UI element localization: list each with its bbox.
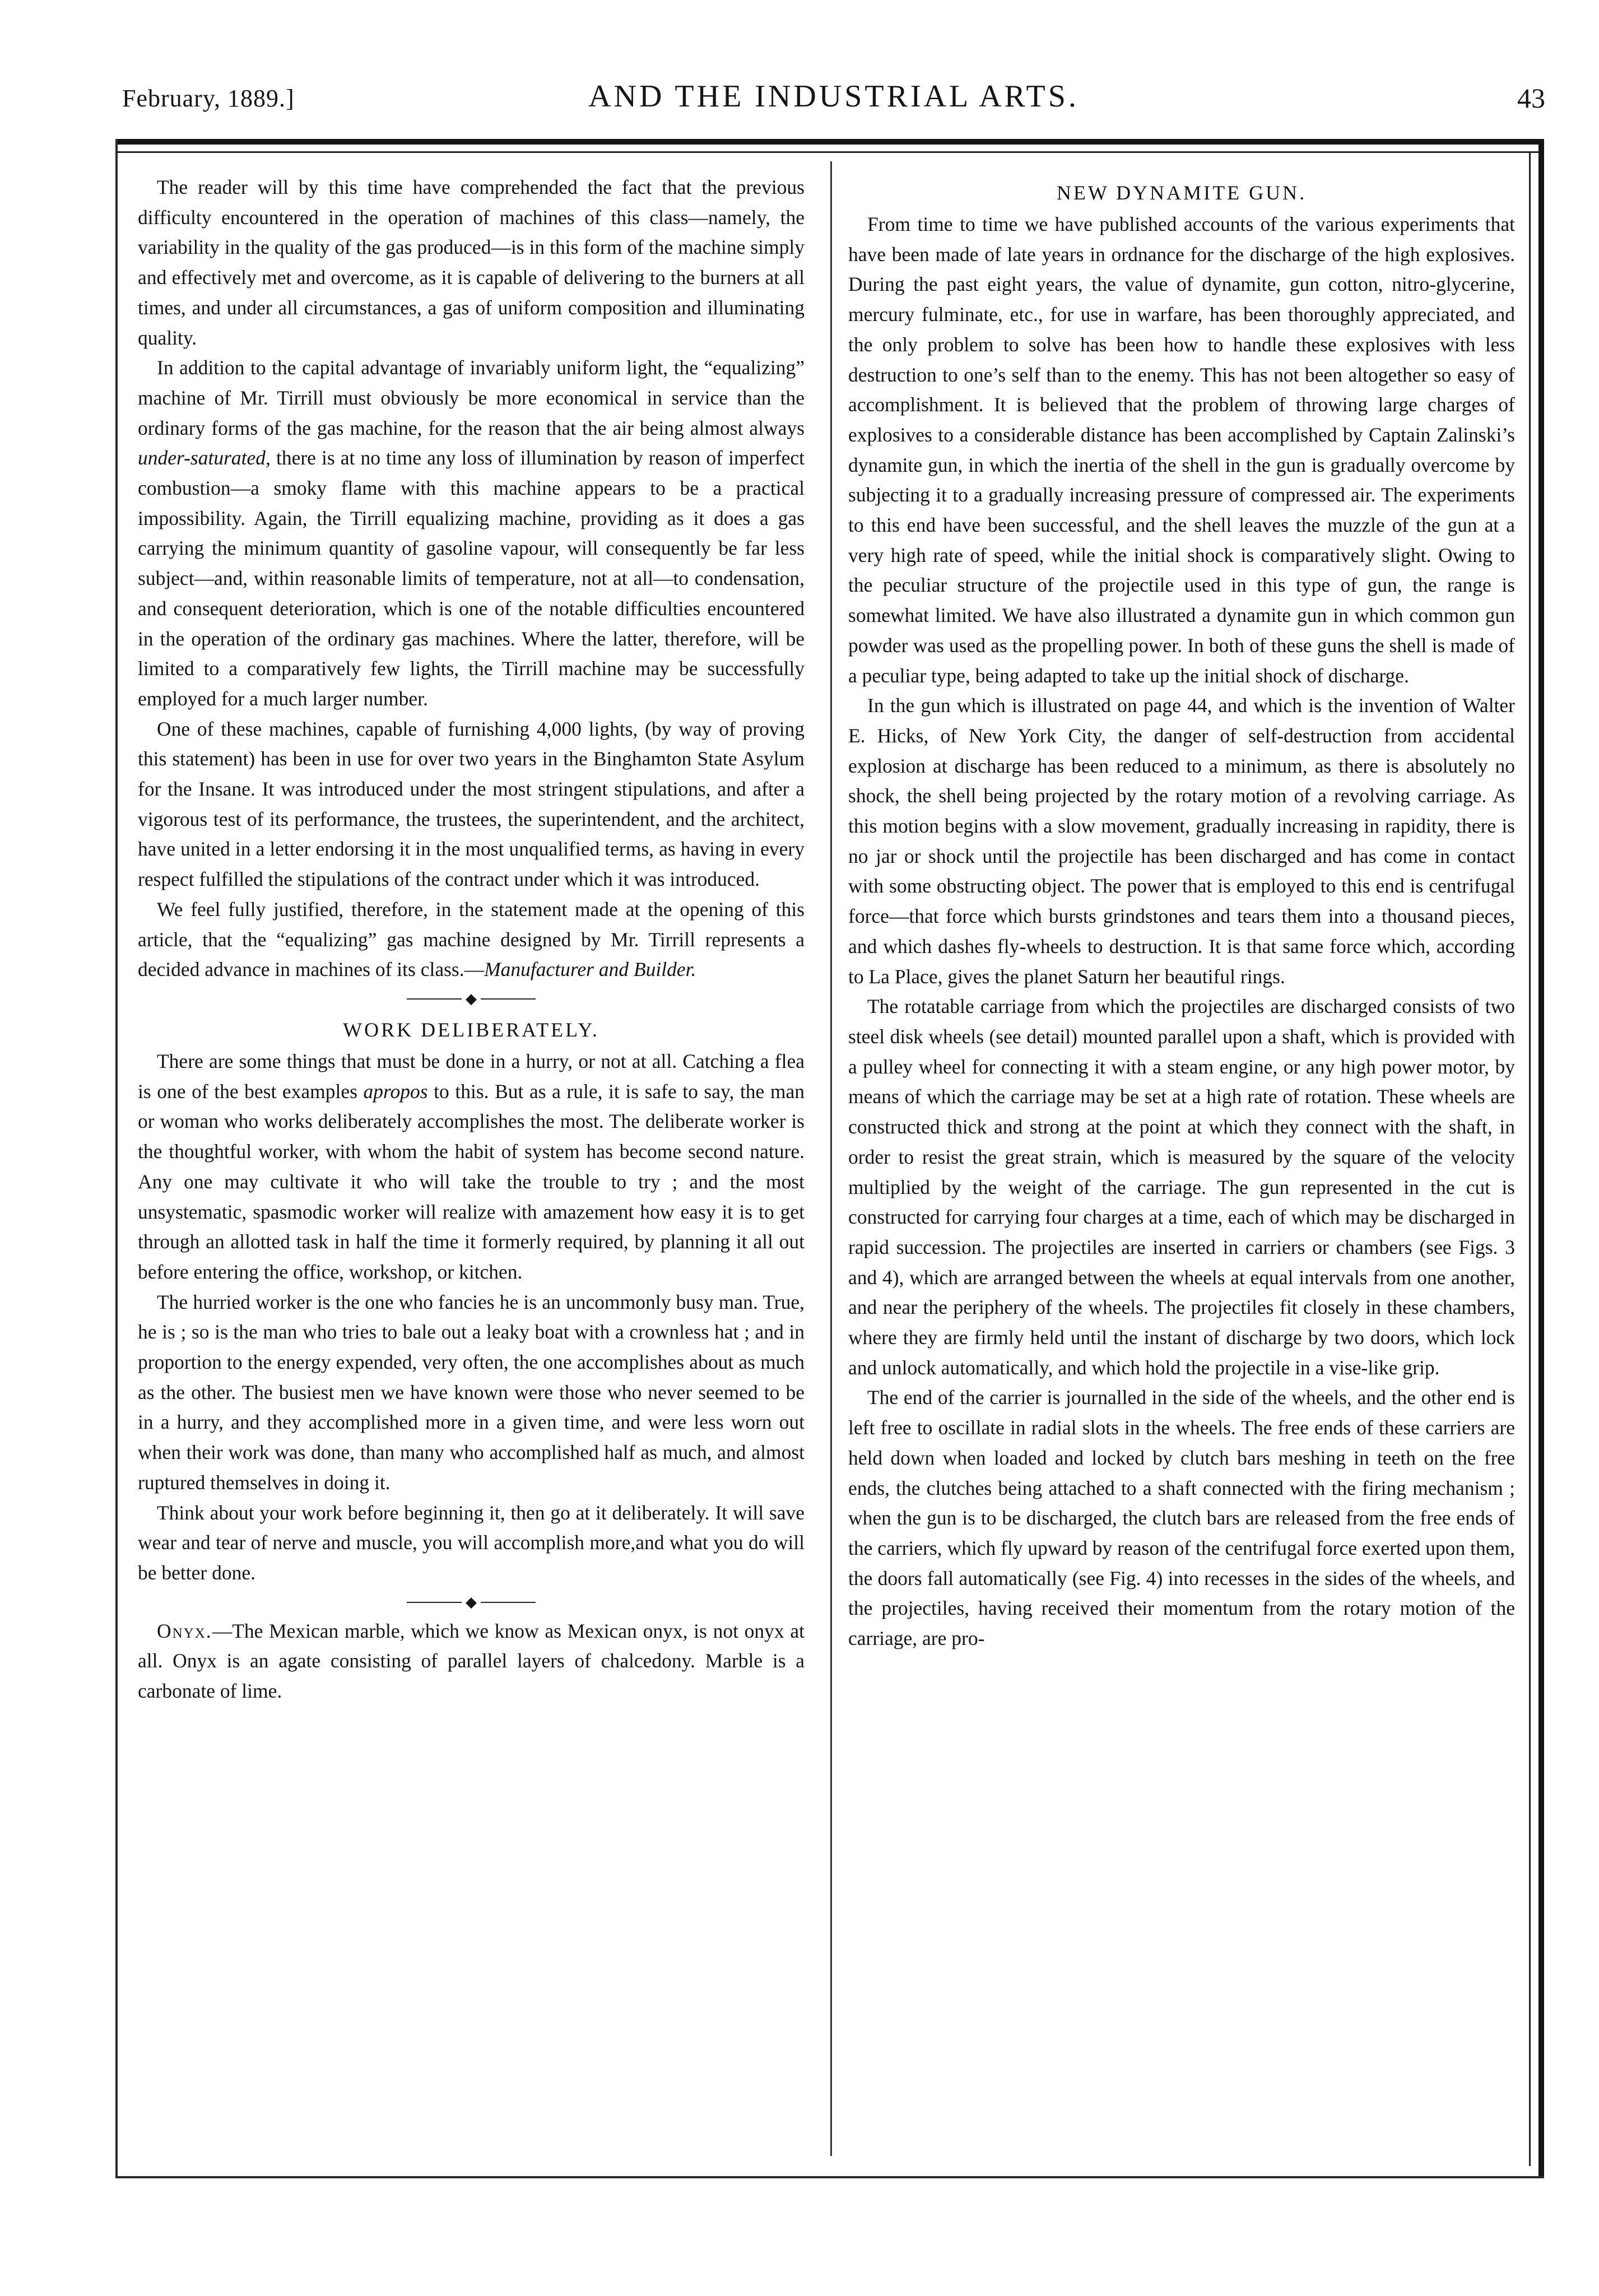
paragraph: The hurried worker is the one who fancies he is an uncommonly busy man. True, he is ; so is the man who tries to bale out a leaky boat with a crownless hat ; and in proportion to the energy expended, very often, the one accomplishes about as much as the other. The busiest men we have known were those who never seemed to be in a hurry, and they accomplished more in a given time, and were less worn out when their work was done, than many who accomplished half as much, and almost ruptured themselves in doing it. (138, 1290, 805, 1494)
ornament-icon: ◆ (462, 992, 481, 1006)
paragraph: We feel fully justified, therefore, in the statement made at the opening of this article, that the “equalizing” gas machine designed by Mr. Tirrill represents a decided advance in machines of its class.—Manufacturer and Builder. (138, 898, 805, 981)
paragraph: One of these machines, capable of furnishing 4,000 lights, (by way of proving this statement) has been in use for over two years in the Binghamton State Asylum for the Insane. It was introduced under the most stringent stipulations, and after a vigorous test of its performance, the trustees, the superintendent, and the architect, have united in a letter endorsing it in the most unqualified terms, as having in every respect fulfilled the stipulations of the contract under which it was introduced. (138, 717, 805, 891)
bottom-rule (115, 2176, 1544, 2178)
ornament-icon: ◆ (462, 1596, 481, 1609)
issue-date: February, 1889.] (122, 85, 295, 112)
left-rule (115, 139, 118, 2178)
paragraph: The reader will by this time have comprehended the fact that the previous difficulty encountered in the operation of machines of this class—namely, the variability in the quality of the gas produced—is in this form of the machine simply and effectively met and overcome, as it is capable of delivering to the burners at all times, and under all circumstances, a gas of uniform composition and illuminating quality. (138, 176, 805, 349)
paragraph: Onyx.—The Mexican marble, which we know as Mexican onyx, is not onyx at all. Onyx is an agate consisting of parallel layers of chalcedony. Marble is a carbonate of lime. (138, 1619, 805, 1703)
paragraph: The rotatable carriage from which the projectiles are discharged consists of two steel disk wheels (see detail) mounted parallel upon a shaft, which is provided with a pulley wheel for connecting it with a steam engine, or any high power motor, by means of which the carriage may be set at a high rate of rotation. These wheels are constructed thick and strong at the point at which they connect with the shaft, in order to resist the great strain, which is measured by the square of the velocity multiplied by the weight of the carriage. The gun represented in the cut is constructed for carrying four charges at a time, each of which may be discharged in rapid succession. The projectiles are inserted in carriers or chambers (see Figs. 3 and 4), which are arranged between the wheels at equal intervals from one another, and near the periphery of the wheels. The projectiles fit closely in these chambers, where they are firmly held until the instant of discharge by two doors, which lock and unlock automatically, and which hold the projectile in a vise-like grip. (848, 995, 1515, 1379)
section-ornament (138, 985, 805, 1013)
paragraph: Think about your work before beginning it, then go at it deliberately. It will save wear and tear of nerve and muscle, you will accomplish more,and what you do will be better done. (138, 1501, 805, 1584)
top-rule-thin (115, 151, 1544, 153)
column-divider (830, 161, 832, 2156)
journal-title: AND THE INDUSTRIAL ARTS. (588, 79, 1079, 114)
section-ornament (138, 1588, 805, 1616)
article-heading: WORK DELIBERATELY. (343, 1018, 599, 1041)
top-rule (115, 139, 1544, 145)
paragraph: In addition to the capital advantage of invariably uniform light, the “equalizing” machine of Mr. Tirrill must obviously be more economical in service than the ordinary forms of the gas machine, for the reason that the air being almost always under-saturated, there is at no time any loss of illumination by reason of imperfect combustion—a smoky flame with this machine appears to be a practical impossibility. Again, the Tirrill equalizing machine, providing as it does a gas carrying the minimum quantity of gasoline vapour, will consequently be far less subject—and, within reasonable limits of temperature, not at all—to condensation, and consequent deterioration, which is one of the notable difficulties encountered in the operation of the ordinary gas machines. Where the latter, therefore, will be limited to a comparatively few lights, the Tirrill machine may be successfully employed for a much larger number. (138, 356, 805, 710)
article-heading: NEW DYNAMITE GUN. (1056, 182, 1307, 204)
paragraph: The end of the carrier is journalled in the side of the wheels, and the other end is left free to oscillate in radial slots in the wheels. The free ends of these carriers are held down when loaded and locked by clutch bars meshing in teeth on the free ends, the clutches being attached to a shaft connected with the firing mechanism ; when the gun is to be discharged, the clutch bars are released from the free ends of the carriers, which fly upward by reason of the centrifugal force exerted upon them, the doors fall automatically (see Fig. 4) into recesses in the sides of the wheels, and the projectiles, having received their momentum from the rotary motion of the carriage, are pro- (848, 1386, 1515, 1650)
paragraph: From time to time we have published accounts of the various experiments that have been made of late years in ordnance for the discharge of the high explosives. During the past eight years, the value of dynamite, gun cotton, nitro-glycerine, mercury fulminate, etc., for use in warfare, has been thoroughly appreciated, and the only problem to solve has been how to handle these explosives with less destruction to one’s self than to the enemy. This has not been altogether so easy of accomplishment. It is believed that the problem of throwing large charges of explosives to a considerable distance has been accomplished by Captain Zalinski’s dynamite gun, in which the inertia of the shell in the gun is gradually overcome by subjecting it to a gradually increasing pressure of compressed air. The experiments to this end have been successful, and the shell leaves the muzzle of the gun at a very high rate of speed, while the initial shock is comparatively slight. Owing to the peculiar structure of the projectile used in this type of gun, the range is somewhat limited. We have also illustrated a dynamite gun in which common gun powder was used as the propelling power. In both of these guns the shell is made of a peculiar type, being adapted to take up the initial shock of discharge. (848, 213, 1515, 687)
page-frame (115, 139, 1544, 2178)
page-number: 43 (1517, 82, 1545, 114)
right-column (848, 173, 1515, 1654)
right-rule-thin (1529, 151, 1531, 2166)
note-label: Onyx. (157, 1619, 212, 1642)
source-credit: Manufacturer and Builder. (484, 958, 696, 981)
paragraph: There are some things that must be done in a hurry, or not at all. Catching a flea is one of the best examples apropos to this. But as a rule, it is safe to say, the man or woman who works deliberately accomplishes the most. The deliberate worker is the thoughtful worker, with whom the habit of system has become second nature. Any one may cultivate it who will take the trouble to try ; and the most unsystematic, spasmodic worker will realize with amazement how easy it is to get through an allotted task in half the time it formerly required, by planning it all out before entering the office, workshop, or kitchen. (138, 1049, 805, 1283)
paragraph: In the gun which is illustrated on page 44, and which is the invention of Walter E. Hicks, of New York City, the danger of self-destruction from accidental explosion at discharge has been reduced to a minimum, as there is absolutely no shock, the shell being projected by the rotary motion of a revolving carriage. As this motion begins with a slow movement, gradually increasing in rapidity, there is no jar or shock until the projectile has been discharged and has come in contact with some obstructing object. The power that is employed to this end is centrifugal force—that force which bursts grindstones and tears them into a thousand pieces, and which dashes fly-wheels to destruction. It is that same force which, according to La Place, gives the planet Saturn her beautiful rings. (848, 694, 1515, 988)
running-head (122, 78, 1545, 118)
left-column (138, 173, 805, 1707)
right-rule (1538, 139, 1544, 2178)
